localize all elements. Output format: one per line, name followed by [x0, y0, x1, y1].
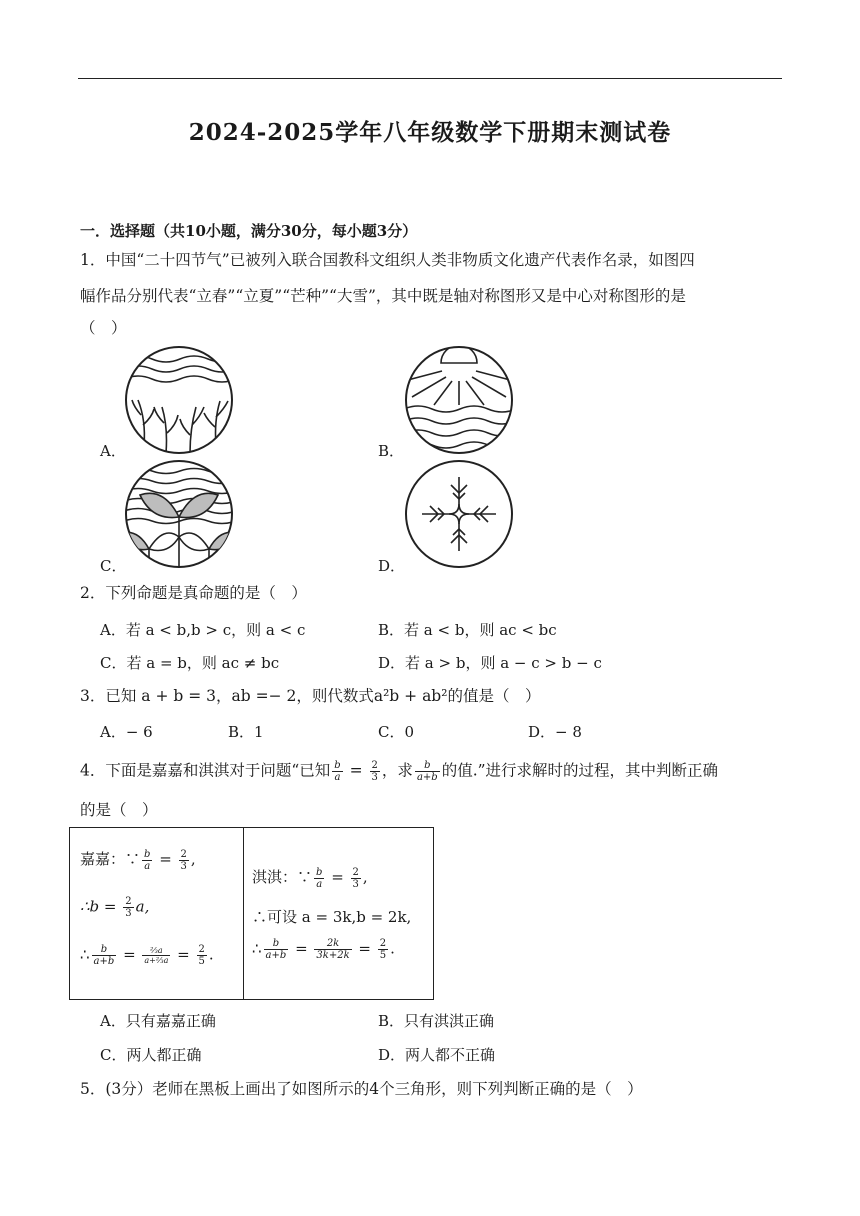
q4-stem-post: 的值.”进行求解时的过程，其中判断正确 — [441, 761, 719, 780]
emblem-a-lichun-image — [124, 345, 234, 455]
q1-line1: 1．中国“二十四节气”已被列入联合国教科文组织人类非物质文化遗产代表作名录，如图四 — [80, 251, 695, 269]
q3-stem: 3．已知 a + b = 3，ab =− 2，则代数式a²b + ab²的值是（ ） — [80, 687, 541, 705]
q4-option-b[interactable]: B．只有淇淇正确 — [378, 1012, 495, 1030]
qiqi-line3: ∴ $\frac{b}{a+b}$ = $\frac{2k}{3k+2k}$ = $\frac{2}{5}$ . — [252, 938, 395, 961]
qiqi-line1: 淇淇：∵ $\frac{b}{a}$ = $\frac{2}{3}$ , — [252, 866, 368, 890]
table-divider — [243, 828, 244, 999]
jiajia-line2: ∴b = $\frac{2}{3}$ a, — [80, 896, 150, 919]
q2-option-a[interactable]: A．若 a < b,b > c，则 a < c — [100, 621, 306, 639]
q4-option-d[interactable]: D．两人都不正确 — [378, 1046, 496, 1064]
q3-option-b[interactable]: B．1 — [228, 723, 264, 741]
fraction-two-thirds: $\frac{2}{3}$ — [371, 760, 378, 783]
fraction-b-over-a: $\frac{b}{a}$ — [334, 760, 341, 783]
q1-option-a[interactable]: A． — [100, 442, 126, 460]
emblem-b-lixia-image — [404, 345, 514, 455]
q2-option-b[interactable]: B．若 a < b，则 ac < bc — [378, 621, 557, 639]
q2-stem: 2．下列命题是真命题的是（ ） — [80, 584, 307, 602]
jiajia-line3: ∴ $\frac{b}{a+b}$ = $\frac{\text{⅔a}}{\text{a+⅔a}}$ = $\frac{2}{5}$ . — [80, 944, 214, 967]
emblem-d-daxue-image — [404, 459, 514, 569]
q1-line3: （ ） — [80, 319, 127, 337]
jiajia-line1: 嘉嘉：∵ $\frac{b}{a}$ = $\frac{2}{3}$ , — [80, 848, 196, 872]
q4-stem-line2: 的是（ ） — [80, 801, 158, 819]
emblem-c-mangzhong-image — [124, 459, 234, 569]
top-rule — [78, 78, 782, 79]
q3-option-c[interactable]: C．0 — [378, 723, 415, 741]
qiqi-line2: ∴可设 a = 3k,b = 2k, — [252, 908, 412, 926]
q3-option-a[interactable]: A．− 6 — [100, 723, 153, 741]
section-heading: 一．选择题（共10小题，满分30分，每小题3分） — [80, 222, 418, 240]
q4-option-a[interactable]: A．只有嘉嘉正确 — [100, 1012, 216, 1030]
solution-table — [69, 827, 434, 1000]
q3-option-d[interactable]: D．− 8 — [528, 723, 582, 741]
q1-option-c[interactable]: C． — [100, 557, 127, 575]
q1-option-b[interactable]: B． — [378, 442, 405, 460]
q5-stem: 5．(3分）老师在黑板上画出了如图所示的4个三角形，则下列判断正确的是（ ） — [80, 1080, 643, 1098]
q2-option-d[interactable]: D．若 a > b，则 a − c > b − c — [378, 654, 602, 672]
q1-line2: 幅作品分别代表“立春”“立夏”“芒种”“大雪”，其中既是轴对称图形又是中心对称图形的是 — [80, 287, 686, 305]
fraction-b-over-a-plus-b: $\frac{b}{a+b}$ — [416, 760, 438, 783]
q2-option-c[interactable]: C．若 a = b，则 ac ≠ bc — [100, 654, 280, 672]
q4-stem-mid: ，求 — [381, 761, 413, 780]
q1-option-d[interactable]: D． — [378, 557, 406, 575]
q4-stem-pre: 4．下面是嘉嘉和淇淇对于问题“已知 — [80, 761, 331, 780]
q4-stem-line1: 4．下面是嘉嘉和淇淇对于问题“已知 $\frac{b}{a}$ = $\frac{2}{3}$ ，求 $\frac{b}{a+b}$ 的值.”进行求解时的过程，其中判断正确 — [80, 760, 719, 783]
page-title: 2024-2025学年八年级数学下册期末测试卷 — [188, 119, 672, 146]
q4-option-c[interactable]: C．两人都正确 — [100, 1046, 202, 1064]
